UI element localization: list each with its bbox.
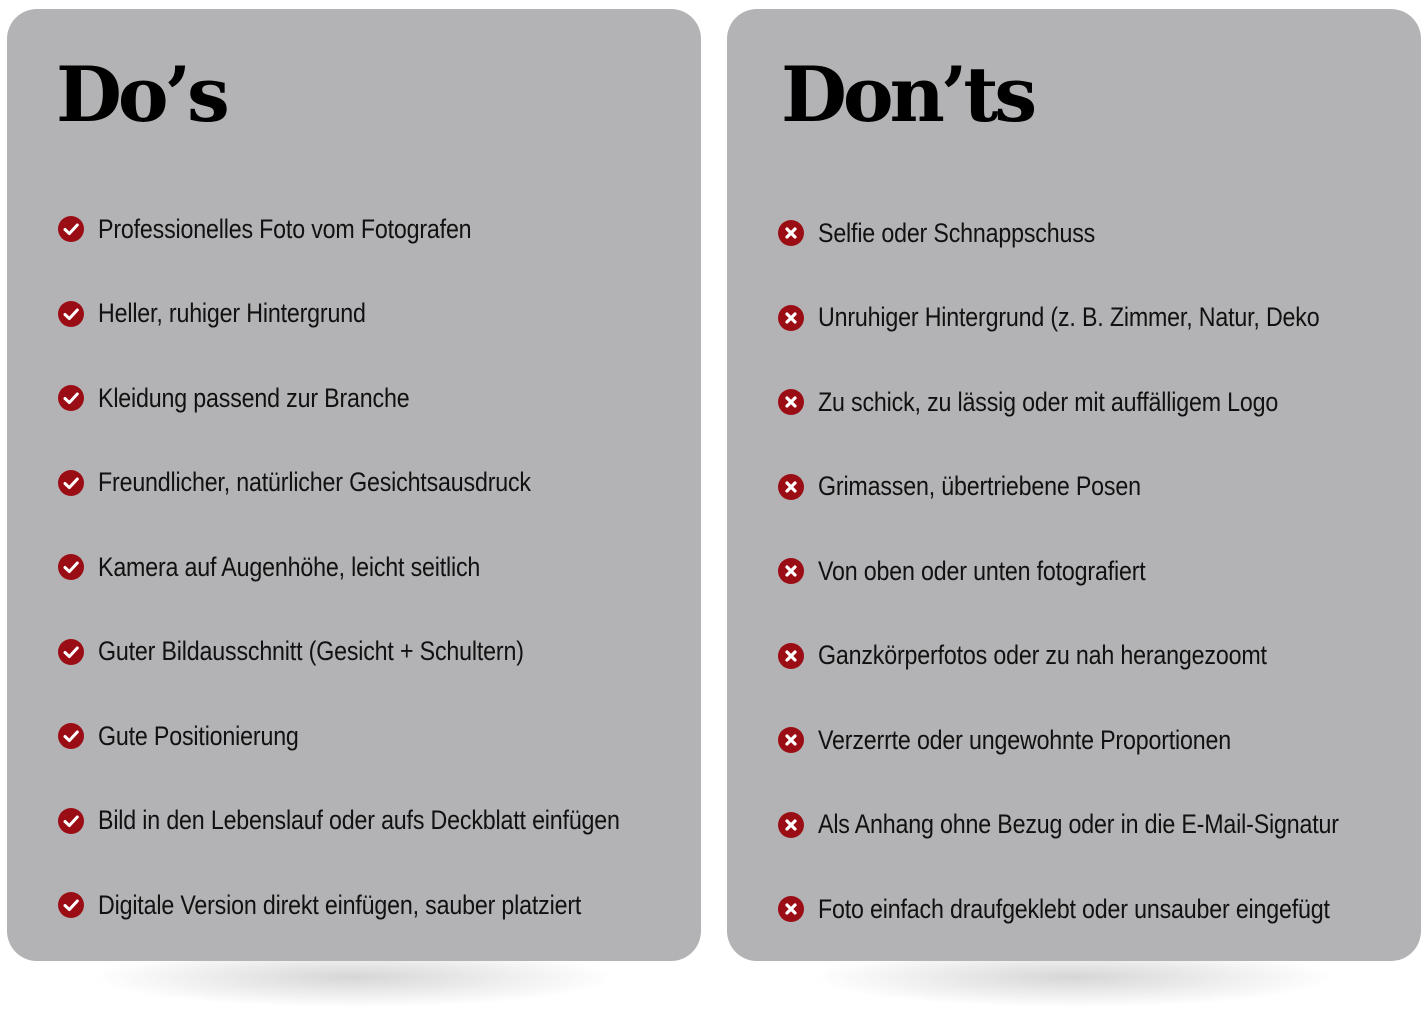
dos-list-item [57, 610, 691, 695]
donts-list [777, 191, 1411, 952]
x-circle-icon [777, 726, 805, 754]
check-circle-icon [57, 300, 85, 328]
dos-list-item [57, 441, 691, 526]
donts-title: Don’ts [781, 50, 1034, 139]
x-circle-icon [777, 304, 805, 332]
donts-card-wrapper [727, 9, 1421, 961]
dos-card-wrapper [7, 9, 701, 961]
donts-list-item [777, 614, 1411, 699]
check-circle-icon [57, 215, 85, 243]
donts-list-item [777, 360, 1411, 445]
check-circle-icon [57, 469, 85, 497]
check-circle-icon [57, 638, 85, 666]
x-circle-icon [777, 388, 805, 416]
dos-item-label: Professionelles Foto vom Fotografen [98, 213, 472, 244]
x-circle-icon [777, 473, 805, 501]
dos-item-label: Digitale Version direkt einfügen, sauber platziert [98, 889, 582, 920]
check-circle-icon [57, 722, 85, 750]
donts-item-label: Als Anhang ohne Bezug oder in die E-Mail-Signatur [818, 809, 1339, 840]
donts-list-item [777, 445, 1411, 530]
dos-list-item [57, 356, 691, 441]
donts-list-item [777, 276, 1411, 361]
donts-item-label: Von oben oder unten fotografiert [818, 555, 1146, 586]
dos-item-label: Gute Positionierung [98, 720, 299, 751]
dos-list-item [57, 187, 691, 272]
donts-list-item [777, 783, 1411, 868]
dos-card [7, 9, 701, 961]
dos-item-label: Kleidung passend zur Branche [98, 382, 410, 413]
dos-list-item [57, 779, 691, 864]
donts-list-item [777, 698, 1411, 783]
dos-list [57, 187, 691, 948]
donts-item-label: Selfie oder Schnappschuss [818, 217, 1096, 248]
dos-list-item [57, 863, 691, 948]
donts-item-label: Foto einfach draufgeklebt oder unsauber eingefügt [818, 893, 1330, 924]
x-circle-icon [777, 642, 805, 670]
x-circle-icon [777, 811, 805, 839]
dos-list-item [57, 272, 691, 357]
check-circle-icon [57, 553, 85, 581]
x-circle-icon [777, 219, 805, 247]
check-circle-icon [57, 891, 85, 919]
donts-list-item [777, 867, 1411, 952]
donts-item-label: Unruhiger Hintergrund (z. B. Zimmer, Natur, Deko [818, 302, 1320, 333]
x-circle-icon [777, 557, 805, 585]
donts-item-label: Zu schick, zu lässig oder mit auffälligem Logo [818, 386, 1279, 417]
dos-item-label: Kamera auf Augenhöhe, leicht seitlich [98, 551, 481, 582]
donts-item-label: Grimassen, übertriebene Posen [818, 471, 1141, 502]
donts-item-label: Verzerrte oder ungewohnte Proportionen [818, 724, 1232, 755]
dos-item-label: Guter Bildausschnitt (Gesicht + Schultern) [98, 636, 524, 667]
dos-item-label: Freundlicher, natürlicher Gesichtsausdruck [98, 467, 531, 498]
dos-list-item [57, 694, 691, 779]
check-circle-icon [57, 807, 85, 835]
donts-item-label: Ganzkörperfotos oder zu nah herangezoomt [818, 640, 1267, 671]
x-circle-icon [777, 895, 805, 923]
dos-list-item [57, 525, 691, 610]
check-circle-icon [57, 384, 85, 412]
dos-title: Do’s [56, 50, 226, 139]
dos-item-label: Heller, ruhiger Hintergrund [98, 298, 366, 329]
donts-card [727, 9, 1421, 961]
donts-list-item [777, 529, 1411, 614]
dos-item-label: Bild in den Lebenslauf oder aufs Deckblatt einfügen [98, 805, 620, 836]
donts-list-item [777, 191, 1411, 276]
